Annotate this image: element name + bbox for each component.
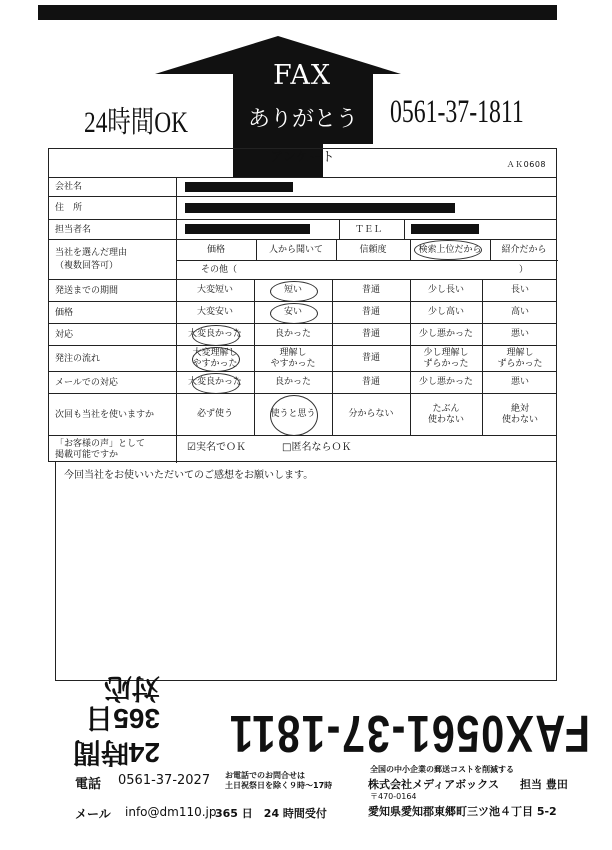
voice-row: [49, 435, 556, 463]
rating-option[interactable]: 高い: [510, 307, 529, 317]
rating-option[interactable]: 大変良かった: [187, 377, 242, 387]
rating-option[interactable]: 普通: [361, 377, 380, 387]
mail-label: メール: [75, 807, 111, 821]
reason-other-close: ）: [519, 265, 529, 275]
tagline: 全国の中小企業の郵送コストを削減する: [370, 765, 514, 774]
rating-row-label: メールでの対応: [55, 377, 118, 388]
rating-row: [49, 301, 556, 323]
reason-row: [49, 239, 556, 279]
company-name: 株式会社メディアボックス: [368, 778, 500, 791]
big-24h: 24時間: [72, 737, 160, 768]
rating-option[interactable]: 普通: [361, 285, 380, 295]
voice-option-anonymous[interactable]: □匿名ならＯＫ: [282, 442, 352, 453]
rating-row-label: 価格: [55, 307, 74, 318]
big-fax-number: FAX0561-37-1811: [228, 704, 590, 762]
reason-sub: （複数回答可）: [55, 261, 119, 271]
rating-row-label: 発注の流れ: [55, 353, 101, 364]
reason-other: その他（: [201, 265, 238, 275]
reason-label: 当社を選んだ理由: [55, 248, 128, 258]
mail-note: 365 日 24 時間受付: [215, 807, 327, 820]
comment-prompt: 今回当社をお使いいただいてのご感想をお願いします。: [64, 470, 314, 481]
circle-mark: [270, 395, 318, 436]
top-black-bar: [38, 5, 557, 20]
reason-opt-2[interactable]: 人から聞いて: [268, 244, 323, 255]
circle-mark: [192, 347, 240, 372]
mail-address[interactable]: info@dm110.jp: [125, 805, 217, 819]
rating-row: [49, 323, 556, 345]
fax-word: FAX: [272, 60, 332, 91]
circle-mark: [270, 281, 318, 302]
rating-option[interactable]: 大変安い: [196, 307, 233, 317]
survey-form: [48, 148, 557, 462]
rating-option[interactable]: 少し理解し ずらかった: [423, 347, 469, 369]
rating-option[interactable]: 理解し やすかった: [270, 347, 316, 369]
person-row: [49, 219, 556, 239]
reason-opt-1[interactable]: 価格: [206, 244, 225, 255]
voice-option-real-name[interactable]: ☑実名でＯＫ: [187, 442, 246, 453]
rating-option[interactable]: 大変良かった: [187, 329, 242, 339]
rating-row-label: 発送までの期間: [55, 285, 119, 296]
rating-row: [49, 371, 556, 393]
tel-note-2: 土日祝祭日を除く９時〜17時: [225, 781, 333, 790]
hours-ok: 24時間OK: [84, 106, 189, 139]
rating-option[interactable]: 絶対 使わない: [501, 403, 538, 425]
circle-mark: [192, 373, 240, 394]
circle-mark: [270, 303, 318, 324]
rating-option[interactable]: 長い: [510, 285, 529, 295]
rating-row: [49, 279, 556, 301]
rating-option[interactable]: 良かった: [274, 377, 311, 387]
address-label: 住 所: [55, 203, 83, 213]
reason-opt-3[interactable]: 信頼度: [359, 244, 387, 255]
redacted-person: [185, 224, 310, 234]
rating-option[interactable]: 普通: [361, 353, 380, 363]
fax-number-top: 0561-37-1811: [390, 94, 524, 130]
redacted-company: [185, 182, 293, 192]
address-row: [49, 196, 556, 219]
tel-number[interactable]: 0561-37-2027: [118, 773, 211, 788]
rating-option[interactable]: 分からない: [348, 409, 394, 419]
circle-mark: [414, 240, 482, 260]
reason-opt-4[interactable]: 検索上位だから: [418, 244, 482, 255]
tel-label: ＴＥＬ: [355, 225, 383, 235]
form-title: アンケート: [270, 150, 335, 165]
rep-name: 担当 豊田: [520, 778, 568, 791]
rating-option[interactable]: 悪い: [510, 377, 529, 387]
company-label: 会社名: [55, 182, 83, 192]
redacted-address: [185, 203, 455, 213]
person-label: 担当者名: [55, 225, 92, 235]
rating-option[interactable]: 普通: [361, 307, 380, 317]
reason-opt-5[interactable]: 紹介だから: [501, 244, 547, 255]
company-address: 愛知県愛知郡東郷町三ツ池４丁目 5-2: [368, 805, 557, 818]
zip-code: 〒470-0164: [370, 792, 417, 801]
rating-option[interactable]: 少し高い: [427, 307, 464, 317]
tel-label-footer: 電話: [75, 777, 102, 792]
big-365: 365日 対応: [85, 673, 160, 734]
rating-option[interactable]: 良かった: [274, 329, 311, 339]
rating-row: [49, 345, 556, 371]
form-code: ＡＫ0608: [506, 160, 546, 169]
rating-option[interactable]: 少し長い: [427, 285, 464, 295]
rating-option[interactable]: 大変短い: [196, 285, 233, 295]
circle-mark: [192, 325, 240, 346]
rating-option[interactable]: 安い: [283, 307, 302, 317]
comment-box[interactable]: [55, 461, 557, 681]
rating-row: [49, 393, 556, 435]
rating-option[interactable]: 使うと思う: [270, 409, 316, 419]
fax-thanks: ありがとう: [247, 107, 358, 132]
rating-row-label: 次回も当社を使いますか: [55, 409, 155, 420]
redacted-tel: [411, 224, 479, 234]
rating-option[interactable]: 短い: [283, 285, 302, 295]
voice-label: 「お客様の声」として 掲載可能ですか: [55, 439, 146, 460]
rating-option[interactable]: 悪い: [510, 329, 529, 339]
upside-down-fax-banner: [70, 673, 590, 768]
rating-option[interactable]: 理解し ずらかった: [497, 347, 543, 369]
rating-option[interactable]: 少し悪かった: [418, 329, 473, 339]
tel-note-1: お電話でのお問合せは: [225, 771, 305, 780]
rating-option[interactable]: 必ず使う: [196, 409, 233, 419]
rating-option[interactable]: 大変理解し やすかった: [192, 347, 238, 369]
rating-option[interactable]: 少し悪かった: [418, 377, 473, 387]
rating-option[interactable]: 普通: [361, 329, 380, 339]
rating-row-label: 対応: [55, 329, 74, 340]
rating-option[interactable]: たぶん 使わない: [427, 403, 464, 425]
company-row: [49, 177, 556, 196]
